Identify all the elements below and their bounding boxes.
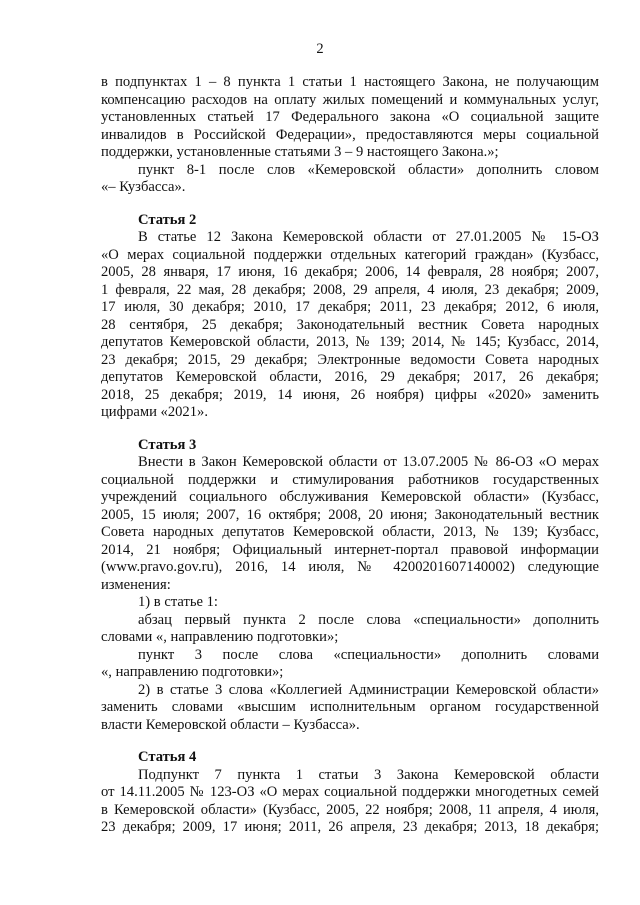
- paragraph-line: в подпунктах 1 – 8 пункта 1 статьи 1 настоящего Закона, не получающим: [101, 74, 599, 90]
- paragraph-line: Подпункт 7 пункта 1 статьи 3 Закона Кемеровской области: [138, 767, 599, 783]
- paragraph-line: компенсацию расходов на оплату жилых помещений и коммунальных услуг,: [101, 92, 599, 108]
- paragraph-line: 1 февраля, 22 мая, 28 декабря; 2008, 29 апреля, 4 июля, 23 декабря; 2009,: [101, 282, 599, 298]
- paragraph-line: «О мерах социальной поддержки отдельных категорий граждан» (Кузбасс,: [101, 247, 599, 263]
- paragraph-line: от 14.11.2005 № 123-ОЗ «О мерах социальной поддержки многодетных семей: [101, 784, 599, 800]
- paragraph-line: заменить словами «высшим исполнительным органом государственной: [101, 699, 599, 715]
- paragraph-line: 1) в статье 1:: [138, 594, 218, 610]
- paragraph-line: Внести в Закон Кемеровской области от 13.07.2005 № 86-ОЗ «О мерах: [138, 454, 599, 470]
- paragraph-line: 28 сентября, 25 декабря; Законодательный вестник Совета народных: [101, 317, 599, 333]
- paragraph-line: изменения:: [101, 577, 171, 593]
- paragraph-line: 23 декабря; 2009, 17 июня; 2011, 26 апреля, 23 декабря; 2013, 18 декабря;: [101, 819, 599, 835]
- paragraph-line: учреждений социального обслуживания Кемеровской области» (Кузбасс,: [101, 489, 599, 505]
- paragraph-line: 23 декабря; 2015, 29 декабря; Электронные ведомости Совета народных: [101, 352, 599, 368]
- article-3-heading: Статья 3: [138, 437, 197, 453]
- paragraph-line: власти Кемеровской области – Кузбасса».: [101, 717, 360, 733]
- paragraph-line: социальной поддержки и стимулирования работников государственных: [101, 472, 599, 488]
- paragraph-line: В статье 12 Закона Кемеровской области от 27.01.2005 № 15-ОЗ: [138, 229, 599, 245]
- paragraph-line: депутатов Кемеровской области, 2013, № 139; 2014, № 145; Кузбасс, 2014,: [101, 334, 599, 350]
- paragraph-line: пункт 3 после слова «специальности» дополнить словами: [138, 647, 599, 663]
- paragraph-line: Совета народных депутатов Кемеровской области, 2013, № 139; Кузбасс,: [101, 524, 599, 540]
- paragraph-line: «– Кузбасса».: [101, 179, 186, 195]
- article-4-heading: Статья 4: [138, 749, 197, 765]
- page-number: 2: [316, 41, 324, 57]
- paragraph-line: словами «, направлению подготовки»;: [101, 629, 339, 645]
- paragraph-line: 2) в статье 3 слова «Коллегией Администрации Кемеровской области»: [138, 682, 599, 698]
- paragraph-line: 2018, 25 декабря; 2019, 14 июня, 26 ноября) цифры «2020» заменить: [101, 387, 599, 403]
- paragraph-line: 2005, 15 июля; 2007, 16 октября; 2008, 20 июня; Законодательный вестник: [101, 507, 599, 523]
- paragraph-line: в Кемеровской области» (Кузбасс, 2005, 22 ноября; 2008, 11 апреля, 4 июля,: [101, 802, 599, 818]
- article-2-heading: Статья 2: [138, 212, 197, 228]
- paragraph-line: (www.pravo.gov.ru), 2016, 14 июля, № 4200201607140002) следующие: [101, 559, 599, 575]
- paragraph-line: инвалидов в Российской Федерации», предоставляются меры социальной: [101, 127, 599, 143]
- paragraph-line: поддержки, установленные статьями 3 – 9 настоящего Закона.»;: [101, 144, 499, 160]
- paragraph-line: установленных статьей 17 Федерального закона «О социальной защите: [101, 109, 599, 125]
- paragraph-line: пункт 8-1 после слов «Кемеровской области» дополнить словом: [138, 162, 599, 178]
- paragraph-line: 2005, 28 января, 17 июня, 16 декабря; 2006, 14 февраля, 28 ноября; 2007,: [101, 264, 599, 280]
- paragraph-line: депутатов Кемеровской области, 2016, 29 декабря; 2017, 26 декабря;: [101, 369, 599, 385]
- paragraph-line: 2014, 21 ноября; Официальный интернет-портал правовой информации: [101, 542, 599, 558]
- paragraph-line: цифрами «2021».: [101, 404, 208, 420]
- paragraph-line: 17 июля, 30 декабря; 2010, 17 декабря; 2011, 23 декабря; 2012, 6 июля,: [101, 299, 599, 315]
- paragraph-line: «, направлению подготовки»;: [101, 664, 284, 680]
- paragraph-line: абзац первый пункта 2 после слова «специальности» дополнить: [138, 612, 599, 628]
